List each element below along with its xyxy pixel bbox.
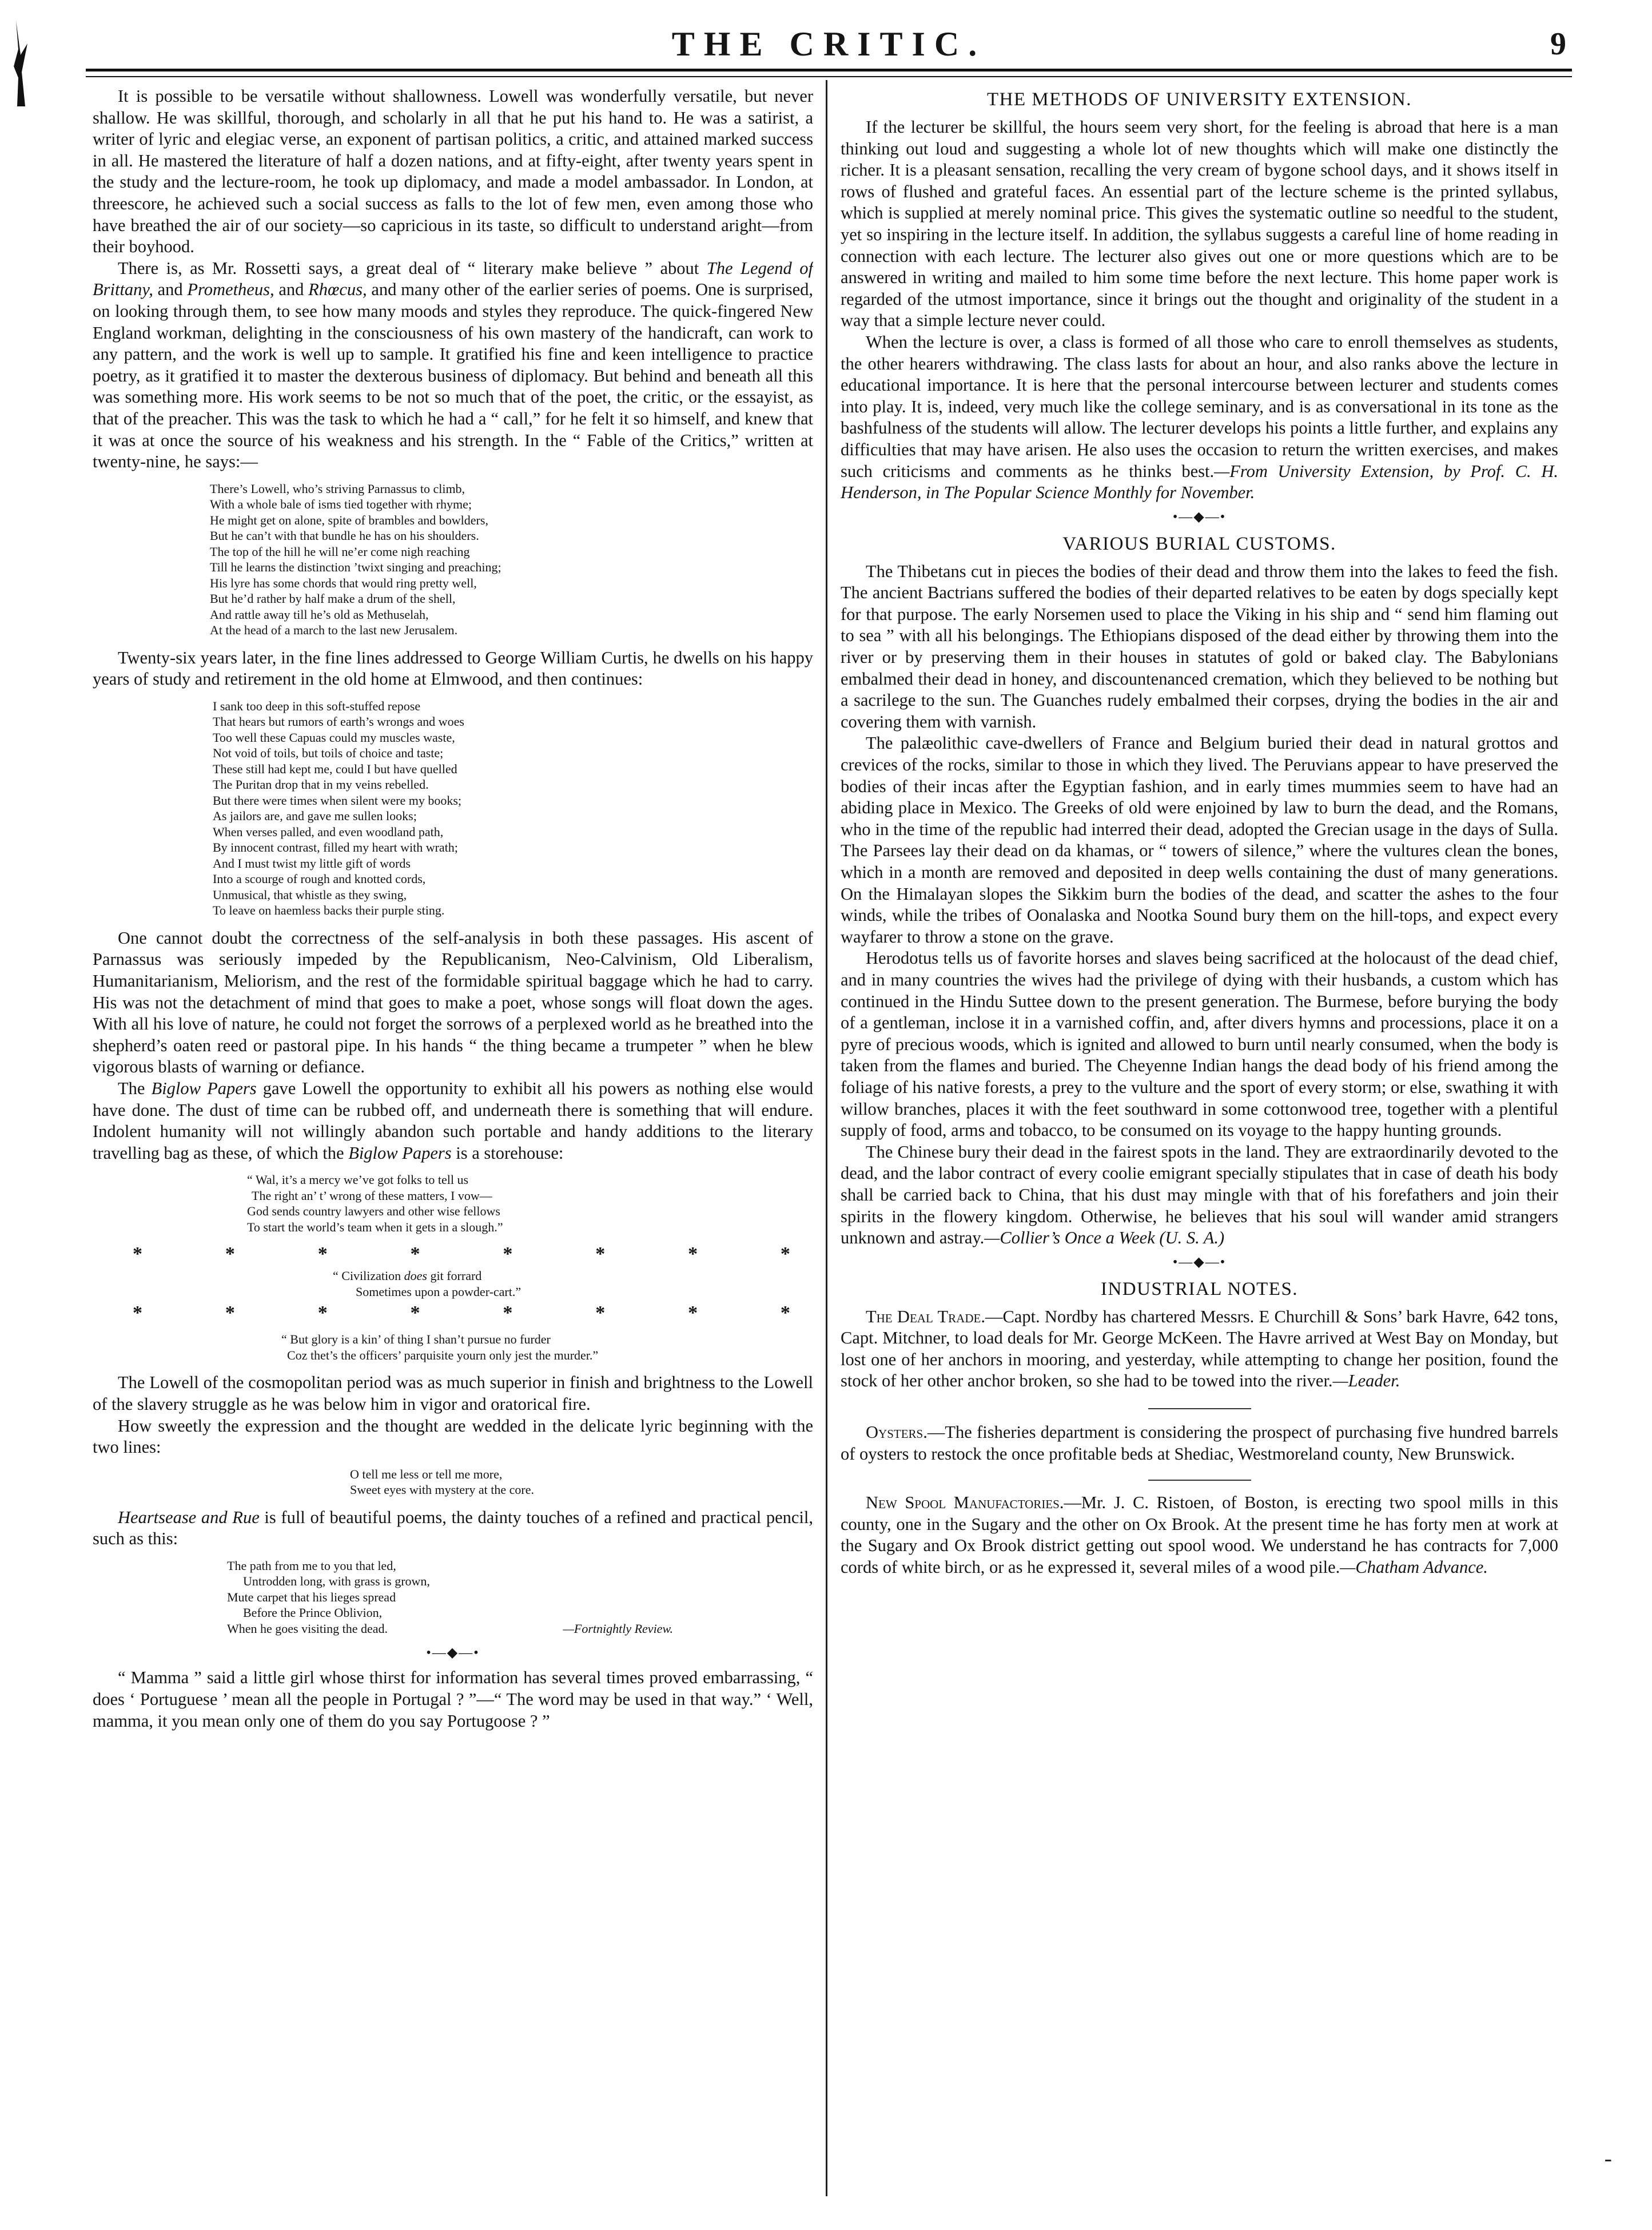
poem-line: Unmusical, that whistle as they swing, [213, 887, 407, 902]
ornament-divider: •—◆—• [1172, 1254, 1227, 1270]
star: * [317, 1302, 328, 1324]
paragraph [93, 1078, 813, 1164]
poem-line: Sweet eyes with mystery at the core. [350, 1482, 534, 1497]
poem-line: To start the world’s team when it gets in a slough.” [247, 1219, 503, 1234]
poem-line: I sank too deep in this soft-stuffed repose [213, 698, 421, 713]
ornament-divider: •—◆—• [426, 1645, 480, 1661]
text-run: git forrard [427, 1269, 482, 1283]
italic-title: The Legend of Brittany, [93, 258, 813, 300]
poem-line: By innocent contrast, filled my heart with wrath; [213, 840, 458, 855]
italic-title: Biglow Papers [151, 1079, 257, 1099]
margin-dash-mark: - [1604, 2145, 1612, 2171]
poem-biglow-3 [93, 1331, 813, 1363]
star: * [595, 1243, 606, 1265]
section-heading: INDUSTRIAL NOTES. [1100, 1278, 1299, 1299]
text-run: When he goes visiting the dead. [227, 1621, 388, 1636]
poem-line: Mute carpet that his lieges spread [227, 1589, 396, 1604]
poem-line: And rattle away till he’s old as Methuselah, [210, 607, 429, 622]
italic-title: Biglow Papers [348, 1143, 452, 1163]
poem-line: At the head of a march to the last new Jerusalem. [210, 623, 458, 638]
page-header [86, 24, 1572, 64]
poem-line: That hears but rumors of earth’s wrongs and woes [213, 714, 464, 729]
star-separator [93, 1244, 813, 1265]
poem-line: Into a scourge of rough and knotted cords, [213, 872, 426, 887]
paragraph [841, 1142, 1558, 1249]
torn-edge-mark [13, 21, 30, 106]
poem-line: Sometimes upon a powder-cart.” [356, 1284, 522, 1299]
poem-line: As jailors are, and gave me sullen looks; [213, 809, 417, 824]
paragraph: The palæolithic cave-dwellers of France and Belgium buried their dead in natural grottos and crevices of the rocks, similar to those in which they lived. The Peruvians appear to have preserved the bodies of their incas after the Egyptian fashion, and in early times mummies seem to have had an abiding place in Mexico. The Greeks of old were enjoined by law to burn the dead, and the Romans, who in the time of the republic had interred their dead, adopted the Grecian usage in the days of Sulla. The Parsees lay their dead on da khamas, or “ towers of silence,” where the vultures clean the bones, which in a month are removed and deposited in deep wells containing the dust of many generations. On the Himalayan slopes the Sikkim burn the bodies of the dead, and scatter the ashes to the four winds, while the tribes of Oonalaska and Nootka Sound bury them on the hill-tops, and expect every wayfarer to throw a stone on the grave. [841, 733, 1558, 947]
poem-line: “ Wal, it’s a mercy we’ve got folks to tell us [247, 1172, 469, 1187]
text-run: is full of beautiful poems, the dainty touches of a refined and practical pencil, such as this: [93, 1507, 813, 1549]
poem-line: And I must twist my little gift of words [213, 856, 411, 870]
text-run: There is, as Mr. Rossetti says, a great deal of “ literary make believe ” about [118, 258, 707, 278]
poem-line [333, 1268, 813, 1284]
italic-word: does [404, 1269, 427, 1283]
run-in-head: New Spool Manufactories. [866, 1493, 1064, 1513]
header-rule-thick [86, 69, 1572, 71]
short-rule [1148, 1408, 1251, 1409]
poem-line [227, 1621, 673, 1637]
text-run: “ Civilization [333, 1269, 404, 1283]
text-run: When the lecture is over, a class is formed of all those who care to enroll themselves as students, the other hearers withdrawing. The class lasts for about an hour, and also ranks above the lecture in educational importance. It is here that the personal intercourse between lecturer and students comes into play. It is, indeed, very much like the college seminary, and is as conversational in its tone as the bashfulness of the students will allow. The lecturer develops his points a little further, and explains any difficulties that may have arisen. He also uses the occasion to return the written exercises, and makes such criticisms and comments as he thinks best. [841, 332, 1558, 481]
poem-line: “ But glory is a kin’ of thing I shan’t pursue no furder [281, 1332, 551, 1347]
paragraph: Herodotus tells us of favorite horses and slaves being sacrificed at the holocaust of the dead chief, and in many countries the wives had the privilege of dying with their husbands, a custom which has continued in the Hindu Suttee down to the present generation. The Burmese, before burying the body of a gentleman, inclose it in a varnished coffin, and, after divers hymns and processions, place it on a pyre of precious woods, which is ignited and allowed to burn until nearly consumed, when the body is taken from the flames and buried. The Cheyenne Indian hangs the dead body of his friend among the foliage of his native forests, a prey to the vulture and the sport of every storm; or else, swathing it with willow branches, places it with the feet southward in some cottonwood tree, together with a plentiful supply of food, arms and tobacco, to be consumed on its voyage to the happy hunting grounds. [841, 948, 1558, 1140]
poem-line: But he’d rather by half make a drum of the shell, [210, 591, 456, 606]
text-run: —Capt. Nordby has chartered Messrs. E Churchill & Sons’ bark Havre, 642 tons, Capt. Mitchner, to load deals for Mr. George McKeen. The Havre arrived at West Bay on Monday, but lost one of her anchors in mooring, and yesterday, while attempting to change her position, found the stock of her other anchor broken, so she had to be towed into the river. [841, 1306, 1558, 1391]
source-attribution: —Chatham Advance. [1340, 1557, 1488, 1577]
poem-to-curtis [93, 698, 813, 919]
star: * [688, 1243, 698, 1265]
star: * [410, 1302, 420, 1324]
star-separator [93, 1303, 813, 1323]
star: * [317, 1243, 328, 1265]
right-column [841, 86, 1558, 2202]
poem-line: The Puritan drop that in my veins rebelled. [213, 777, 429, 792]
poem-line: Untrodden long, with grass is grown, [243, 1574, 430, 1589]
poem-line: To leave on haemless backs their purple sting. [213, 903, 445, 918]
header-rule-thin [86, 76, 1572, 77]
source-attribution: —Collier’s Once a Week (U. S. A.) [984, 1228, 1225, 1248]
poem-line: Coz thet’s the officers’ parquisite yourn only jest the murder.” [287, 1347, 599, 1362]
paragraph: The Thibetans cut in pieces the bodies of their dead and throw them into the lakes to feed the fish. The ancient Bactrians suffered the bodies of their departed relatives to be eaten by dogs specially kept for that purpose. The early Norsemen used to place the Viking in his ship and “ send him flaming out to sea ” with all his belongings. The Ethiopians disposed of the dead either by throwing them into the river or by preserving them in their houses in statutes of gold or baked clay. The Babylonians embalmed their dead in honey, and discountenanced cremation, which they believed to be nothing but a sacrilege to the sun. The Guanches rudely embalmed their corpses, drying the bodies in the air and covering them with varnish. [841, 561, 1558, 732]
poem-line: O tell me less or tell me more, [350, 1466, 503, 1481]
paragraph [93, 1507, 813, 1550]
star: * [410, 1243, 420, 1265]
poem-fable-of-critics [93, 481, 813, 638]
text-run: is a storehouse: [451, 1143, 564, 1163]
poem-line: He might get on alone, spite of brambles and bowlders, [210, 512, 488, 527]
short-rule [1148, 1480, 1251, 1481]
poem-line: His lyre has some chords that would ring pretty well, [210, 575, 477, 590]
star: * [133, 1302, 142, 1324]
text-run: —Mr. J. C. Ristoen, of Boston, is erecting two spool mills in this county, one in the Sugary and the other on Ox Brook. At the present time he has forty men at work at the Sugary and Ox Brook district getting out spool wood. We understand he has contracts for 7,000 cords of white birch, or as he expressed it, several miles of a wood pile. [841, 1493, 1558, 1577]
poem-line: But he can’t with that bundle he has on his shoulders. [210, 528, 479, 543]
poem-line: There’s Lowell, who’s striving Parnassus to climb, [210, 481, 465, 496]
poem-line: The top of the hill he will ne’er come nigh reaching [210, 544, 470, 559]
paragraph: How sweetly the expression and the thought are wedded in the delicate lyric beginning with the two lines: [93, 1416, 813, 1457]
star: * [503, 1243, 513, 1265]
poem-line: The right an’ t’ wrong of these matters, I vow— [252, 1188, 492, 1203]
page-number: 9 [1550, 26, 1566, 62]
run-in-head: The Deal Trade. [866, 1306, 985, 1326]
poem-line: When verses palled, and even woodland path, [213, 824, 444, 839]
text-run: The Chinese bury their dead in the fairest spots in the land. They are extraordinarily devoted to the dead, and the labor contract of every coolie emigrant specially stipulates that in case of death his body shall be carried back to China, that his dust may mingle with that of his forefathers and join their spirits in the flowery kingdom. Otherwise, he believes that his soul will wander amid strangers unknown and astray. [841, 1142, 1558, 1248]
source-attribution: —Fortnightly Review. [563, 1621, 673, 1636]
paragraph [93, 258, 813, 473]
poem-line: With a whole bale of isms tied together with rhyme; [210, 497, 472, 512]
poem-biglow-1 [93, 1172, 813, 1235]
italic-title: Heartsease and Rue [118, 1507, 260, 1527]
poem-line: But there were times when silent were my books; [213, 793, 462, 808]
paragraph [841, 332, 1558, 504]
paragraph: The Lowell of the cosmopolitan period was as much superior in finish and brightness to the Lowell of the slavery struggle as he was below him in vigor and oratorical fire. [93, 1373, 813, 1414]
star: * [133, 1243, 142, 1265]
source-attribution: —Leader. [1332, 1371, 1400, 1391]
paragraph: Twenty-six years later, in the fine lines addressed to George William Curtis, he dwells on his happy years of study and retirement in the old home at Elmwood, and then continues: [93, 647, 813, 689]
paragraph: It is possible to be versatile without shallowness. Lowell was wonderfully versatile, but never shallow. He was skillful, thorough, and scholarly in all that he put his hand to. He was a satirist, a writer of lyric and elegiac verse, an exponent of partisan politics, a critic, and attained marked success in all. He mastered the literature of half a dozen nations, and at fifty-eight, after twenty years spent in the study and the lecture-room, he took up diplomacy, and made a model ambassador. In London, at threescore, he achieved such a social success as falls to the lot of few men, even among those who have breathed the air of our society—so capricious in its taste, so difficult to understand aright—from their boyhood. [93, 86, 813, 257]
left-column [93, 86, 813, 2202]
section-heading: THE METHODS OF UNIVERSITY EXTENSION. [987, 89, 1412, 110]
star: * [225, 1302, 235, 1324]
section-heading: VARIOUS BURIAL CUSTOMS. [1062, 533, 1336, 554]
poem-line: God sends country lawyers and other wise fellows [247, 1204, 500, 1219]
run-in-head: Oysters. [866, 1422, 927, 1442]
text-run: —The fisheries department is considering the prospect of purchasing five hundred barrels of oysters to restock the once profitable beds at Shediac, Westmoreland county, New Brunswick. [841, 1422, 1558, 1464]
poem-line: Too well these Capuas could my muscles waste, [213, 730, 455, 745]
text-run: and many other of the earlier series of poems. One is surprised, on looking through them, to see how many moods and styles they reproduce. The quick-fingered New England workman, delighting in the consciousness of his own mastery of the handicraft, can work to any pattern, and the work is well up to sample. It gratified his fine and keen intelligence to practice poetry, as it gratified it to master the dexterous business of diplomacy. But behind and beneath all this was something more. His work seems to be not so much that of the poet, the critic, or the essayist, as that of the preacher. This was the task to which he had a “ call,” for he felt it so himself, and knew that it was at once the source of his weakness and his strength. In the “ Fable of the Critics,” written at twenty-nine, he says:— [93, 280, 813, 472]
text-run: The [118, 1079, 152, 1099]
paragraph [841, 1422, 1558, 1465]
star: * [780, 1243, 790, 1265]
poem-line: Not void of toils, but toils of choice and taste; [213, 746, 444, 761]
paragraph [841, 1492, 1558, 1578]
poem-line: Till he learns the distinction ’twixt singing and preaching; [210, 560, 501, 575]
star: * [688, 1302, 698, 1324]
star: * [225, 1243, 235, 1265]
ornament-divider: •—◆—• [1172, 509, 1227, 524]
text-run: and [153, 280, 188, 300]
star: * [595, 1302, 606, 1324]
italic-title: Prometheus, [187, 280, 274, 300]
star: * [780, 1302, 790, 1324]
column-divider [826, 80, 827, 2196]
running-title: THE CRITIC. [671, 25, 986, 63]
poem-line: Before the Prince Oblivion, [243, 1605, 383, 1620]
poem-the-path [93, 1558, 813, 1637]
paragraph: If the lecturer be skillful, the hours seem very short, for the feeling is abroad that here is a man thinking out loud and suggesting a whole lot of new thoughts which will make one distinctly the richer. It is a pleasant sensation, recalling the very cream of bygone school days, and it shows itself in rows of flushed and grateful faces. An essential part of the lecture scheme is the printed syllabus, which is supplied at merely nominal price. This gives the systematic outline so needful to the student, yet so inspiring in the lecture itself. In addition, the syllabus suggests a careful line of home reading in connection with each lecture. The lecturer also gives out one or more questions which are to be answered in writing and mailed to him some time before the next lecture. This home paper work is regarded of the utmost importance, since it brings out the thought and originality of the student in a way that a simple lecture never could. [841, 117, 1558, 331]
italic-title: Rhœcus, [308, 280, 367, 300]
text-run: and [274, 280, 309, 300]
text-run: gave Lowell the opportunity to exhibit all his powers as nothing else would have done. The dust of time can be rubbed off, and underneath there is something that will endure. Indolent humanity will not willingly abandon such portable and handy additions to the literary travelling bag as these, of which the [93, 1079, 813, 1163]
poem-line: The path from me to you that led, [227, 1558, 396, 1573]
source-attribution: —From University Extension, by Prof. C. H. Henderson, in The Popular Science Monthly for November. [841, 461, 1558, 503]
poem-line: These still had kept me, could I but have quelled [213, 761, 457, 776]
paragraph [841, 1306, 1558, 1392]
poem-tell-me-less [93, 1466, 813, 1498]
poem-biglow-2 [93, 1268, 813, 1299]
paragraph: “ Mamma ” said a little girl whose thirst for information has several times proved embarrassing, “ does ‘ Portuguese ’ mean all the people in Portugal ? ”—“ The word may be used in that way.” ‘ Well, mamma, it you mean only one of them do you say Portugoose ? ” [93, 1668, 813, 1731]
star: * [503, 1302, 513, 1324]
paragraph: One cannot doubt the correctness of the self-analysis in both these passages. His ascent of Parnassus was seriously impeded by the Republicanism, Neo-Calvinism, Old Liberalism, Humanitarianism, Meliorism, and the rest of the formidable spiritual baggage which he had to carry. His was not the detachment of mind that goes to make a poet, whose songs will float down the ages. With all his love of nature, he could not forget the sorrows of a perplexed world as he breathed into the shepherd’s oaten reed or pastoral pipe. In his hands “ the thing became a trumpeter ” when he blew vigorous blasts of warning or defiance. [93, 928, 813, 1077]
